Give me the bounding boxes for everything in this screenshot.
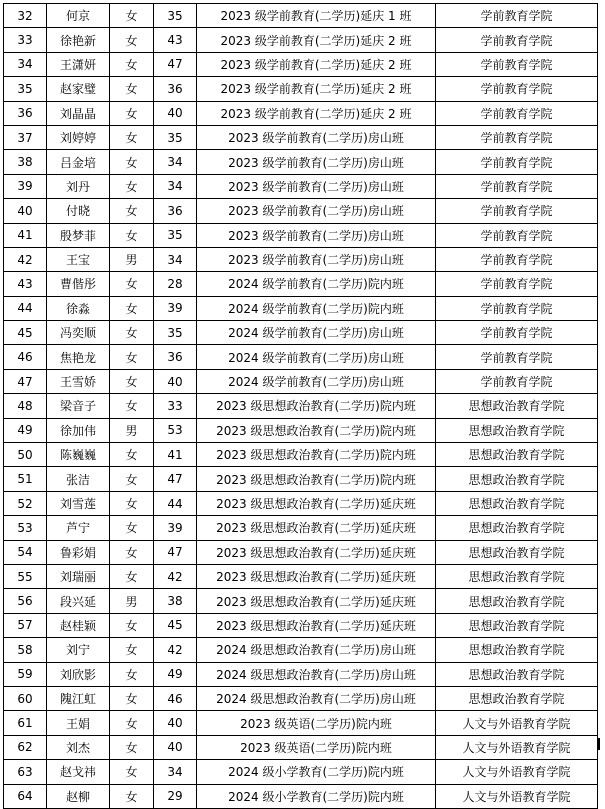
cell-age: 34 <box>154 247 197 271</box>
cell-age: 53 <box>154 418 197 442</box>
cell-number: 53 <box>4 516 47 540</box>
student-roster-table <box>3 3 598 809</box>
cell-name: 付晓 <box>47 199 110 223</box>
table-row <box>4 613 598 637</box>
cell-gender: 女 <box>110 223 154 247</box>
cell-age: 29 <box>154 784 197 808</box>
cell-college: 学前教育学院 <box>436 247 598 271</box>
cell-age: 35 <box>154 4 197 28</box>
cell-class: 2024 级学前教育(二学历)房山班 <box>197 345 436 369</box>
cell-number: 62 <box>4 735 47 759</box>
table-row <box>4 77 598 101</box>
cell-college: 思想政治教育学院 <box>436 638 598 662</box>
cell-gender: 女 <box>110 345 154 369</box>
table-row <box>4 369 598 393</box>
cell-college: 思想政治教育学院 <box>436 516 598 540</box>
cell-age: 38 <box>154 589 197 613</box>
cell-gender: 女 <box>110 150 154 174</box>
cell-age: 40 <box>154 735 197 759</box>
cell-name: 梁音子 <box>47 394 110 418</box>
cell-number: 35 <box>4 77 47 101</box>
roster-body <box>4 4 598 809</box>
cell-class: 2023 级思想政治教育(二学历)延庆班 <box>197 540 436 564</box>
cell-age: 43 <box>154 28 197 52</box>
table-row <box>4 784 598 808</box>
cell-number: 50 <box>4 443 47 467</box>
table-row <box>4 296 598 320</box>
cell-class: 2023 级学前教育(二学历)延庆 1 班 <box>197 4 436 28</box>
cell-name: 赵家璧 <box>47 77 110 101</box>
cell-number: 48 <box>4 394 47 418</box>
cell-age: 39 <box>154 296 197 320</box>
cell-gender: 女 <box>110 638 154 662</box>
table-row <box>4 467 598 491</box>
cell-name: 何京 <box>47 4 110 28</box>
cell-number: 55 <box>4 564 47 588</box>
cell-college: 思想政治教育学院 <box>436 418 598 442</box>
cell-gender: 女 <box>110 52 154 76</box>
cell-name: 徐加伟 <box>47 418 110 442</box>
cell-age: 40 <box>154 101 197 125</box>
cell-number: 56 <box>4 589 47 613</box>
cell-college: 人文与外语教育学院 <box>436 711 598 735</box>
cell-name: 隗江虹 <box>47 686 110 710</box>
cell-name: 王潇妍 <box>47 52 110 76</box>
cell-number: 61 <box>4 711 47 735</box>
cell-number: 45 <box>4 321 47 345</box>
cell-number: 60 <box>4 686 47 710</box>
cell-gender: 男 <box>110 247 154 271</box>
cell-age: 36 <box>154 345 197 369</box>
table-row <box>4 28 598 52</box>
cell-name: 殷梦菲 <box>47 223 110 247</box>
cell-age: 35 <box>154 223 197 247</box>
cell-gender: 女 <box>110 467 154 491</box>
cell-class: 2023 级学前教育(二学历)房山班 <box>197 150 436 174</box>
table-row <box>4 52 598 76</box>
cell-class: 2024 级学前教育(二学历)房山班 <box>197 369 436 393</box>
cell-name: 王娟 <box>47 711 110 735</box>
cell-gender: 男 <box>110 418 154 442</box>
cell-age: 49 <box>154 662 197 686</box>
cell-name: 吕金培 <box>47 150 110 174</box>
table-row <box>4 174 598 198</box>
cell-age: 46 <box>154 686 197 710</box>
table-row <box>4 247 598 271</box>
cell-age: 47 <box>154 467 197 491</box>
cell-college: 人文与外语教育学院 <box>436 760 598 784</box>
cell-name: 芦宁 <box>47 516 110 540</box>
table-row <box>4 150 598 174</box>
cell-college: 学前教育学院 <box>436 345 598 369</box>
cell-class: 2023 级学前教育(二学历)房山班 <box>197 199 436 223</box>
cell-class: 2023 级学前教育(二学历)房山班 <box>197 223 436 247</box>
cell-class: 2023 级思想政治教育(二学历)延庆班 <box>197 613 436 637</box>
table-row <box>4 345 598 369</box>
cell-gender: 女 <box>110 199 154 223</box>
cell-age: 39 <box>154 516 197 540</box>
cell-age: 34 <box>154 174 197 198</box>
cell-name: 赵桂颖 <box>47 613 110 637</box>
cell-college: 思想政治教育学院 <box>436 662 598 686</box>
cell-age: 41 <box>154 443 197 467</box>
cell-age: 35 <box>154 321 197 345</box>
cell-age: 44 <box>154 491 197 515</box>
cell-number: 34 <box>4 52 47 76</box>
cell-name: 刘婷婷 <box>47 125 110 149</box>
cell-gender: 女 <box>110 540 154 564</box>
cell-name: 鲁彩娟 <box>47 540 110 564</box>
cell-college: 思想政治教育学院 <box>436 589 598 613</box>
cell-number: 38 <box>4 150 47 174</box>
cell-gender: 女 <box>110 272 154 296</box>
table-row <box>4 223 598 247</box>
cell-gender: 女 <box>110 101 154 125</box>
cell-class: 2023 级思想政治教育(二学历)延庆班 <box>197 491 436 515</box>
cell-number: 57 <box>4 613 47 637</box>
cell-class: 2024 级学前教育(二学历)房山班 <box>197 321 436 345</box>
cell-college: 学前教育学院 <box>436 199 598 223</box>
cell-number: 58 <box>4 638 47 662</box>
cell-class: 2023 级学前教育(二学历)房山班 <box>197 174 436 198</box>
table-row <box>4 272 598 296</box>
cell-college: 学前教育学院 <box>436 369 598 393</box>
cell-class: 2023 级学前教育(二学历)房山班 <box>197 125 436 149</box>
cell-age: 47 <box>154 52 197 76</box>
cell-gender: 女 <box>110 711 154 735</box>
cell-name: 刘杰 <box>47 735 110 759</box>
cell-gender: 女 <box>110 516 154 540</box>
cell-gender: 男 <box>110 589 154 613</box>
cell-class: 2023 级思想政治教育(二学历)院内班 <box>197 394 436 418</box>
cell-college: 思想政治教育学院 <box>436 686 598 710</box>
cell-class: 2024 级思想政治教育(二学历)房山班 <box>197 638 436 662</box>
cell-age: 36 <box>154 199 197 223</box>
cell-class: 2023 级英语(二学历)院内班 <box>197 711 436 735</box>
cell-gender: 女 <box>110 443 154 467</box>
cell-number: 59 <box>4 662 47 686</box>
cell-number: 39 <box>4 174 47 198</box>
cell-gender: 女 <box>110 321 154 345</box>
cell-college: 学前教育学院 <box>436 125 598 149</box>
cell-age: 34 <box>154 150 197 174</box>
cell-college: 思想政治教育学院 <box>436 491 598 515</box>
cell-number: 44 <box>4 296 47 320</box>
cell-college: 人文与外语教育学院 <box>436 735 598 759</box>
table-row <box>4 662 598 686</box>
cell-gender: 女 <box>110 28 154 52</box>
cell-name: 刘宁 <box>47 638 110 662</box>
cell-age: 33 <box>154 394 197 418</box>
cell-class: 2023 级学前教育(二学历)延庆 2 班 <box>197 52 436 76</box>
cell-name: 王宝 <box>47 247 110 271</box>
cell-class: 2024 级思想政治教育(二学历)房山班 <box>197 662 436 686</box>
cell-class: 2023 级思想政治教育(二学历)院内班 <box>197 418 436 442</box>
cell-college: 学前教育学院 <box>436 321 598 345</box>
cell-number: 49 <box>4 418 47 442</box>
cell-name: 陈巍巍 <box>47 443 110 467</box>
cell-gender: 女 <box>110 491 154 515</box>
cell-college: 学前教育学院 <box>436 150 598 174</box>
cell-number: 64 <box>4 784 47 808</box>
cell-name: 徐艳新 <box>47 28 110 52</box>
table-row <box>4 760 598 784</box>
cell-class: 2024 级学前教育(二学历)院内班 <box>197 296 436 320</box>
cell-gender: 女 <box>110 4 154 28</box>
cell-college: 思想政治教育学院 <box>436 540 598 564</box>
cell-class: 2023 级学前教育(二学历)延庆 2 班 <box>197 28 436 52</box>
table-row <box>4 321 598 345</box>
cell-age: 28 <box>154 272 197 296</box>
cell-college: 学前教育学院 <box>436 77 598 101</box>
cell-class: 2023 级思想政治教育(二学历)延庆班 <box>197 589 436 613</box>
table-row <box>4 199 598 223</box>
cell-class: 2023 级学前教育(二学历)延庆 2 班 <box>197 101 436 125</box>
cell-class: 2023 级思想政治教育(二学历)延庆班 <box>197 516 436 540</box>
cell-class: 2024 级思想政治教育(二学历)房山班 <box>197 686 436 710</box>
cell-gender: 女 <box>110 174 154 198</box>
table-row <box>4 686 598 710</box>
table-row <box>4 564 598 588</box>
table-row <box>4 540 598 564</box>
cell-age: 47 <box>154 540 197 564</box>
cell-class: 2023 级学前教育(二学历)房山班 <box>197 247 436 271</box>
cell-name: 赵柳 <box>47 784 110 808</box>
cell-number: 37 <box>4 125 47 149</box>
cell-gender: 女 <box>110 784 154 808</box>
cell-college: 思想政治教育学院 <box>436 564 598 588</box>
cell-college: 学前教育学院 <box>436 28 598 52</box>
cell-age: 36 <box>154 77 197 101</box>
cell-name: 赵戈祎 <box>47 760 110 784</box>
cell-number: 33 <box>4 28 47 52</box>
table-row <box>4 101 598 125</box>
cell-class: 2024 级小学教育(二学历)院内班 <box>197 784 436 808</box>
cell-gender: 女 <box>110 686 154 710</box>
cell-class: 2024 级小学教育(二学历)院内班 <box>197 760 436 784</box>
cell-gender: 女 <box>110 760 154 784</box>
cell-gender: 女 <box>110 77 154 101</box>
cell-class: 2023 级思想政治教育(二学历)延庆班 <box>197 564 436 588</box>
cell-age: 42 <box>154 638 197 662</box>
cell-age: 35 <box>154 125 197 149</box>
cell-college: 思想政治教育学院 <box>436 443 598 467</box>
table-row <box>4 4 598 28</box>
cell-name: 刘晶晶 <box>47 101 110 125</box>
cell-name: 刘欣影 <box>47 662 110 686</box>
cell-class: 2023 级思想政治教育(二学历)院内班 <box>197 443 436 467</box>
cell-gender: 女 <box>110 296 154 320</box>
cell-class: 2023 级学前教育(二学历)延庆 2 班 <box>197 77 436 101</box>
cell-class: 2023 级思想政治教育(二学历)院内班 <box>197 467 436 491</box>
cell-college: 学前教育学院 <box>436 4 598 28</box>
cell-number: 36 <box>4 101 47 125</box>
table-row <box>4 638 598 662</box>
cell-age: 45 <box>154 613 197 637</box>
table-row <box>4 125 598 149</box>
cell-name: 徐淼 <box>47 296 110 320</box>
table-row <box>4 589 598 613</box>
cell-number: 52 <box>4 491 47 515</box>
cell-number: 32 <box>4 4 47 28</box>
table-row <box>4 491 598 515</box>
cell-age: 40 <box>154 711 197 735</box>
cell-number: 46 <box>4 345 47 369</box>
cell-number: 54 <box>4 540 47 564</box>
cell-age: 34 <box>154 760 197 784</box>
cell-class: 2023 级英语(二学历)院内班 <box>197 735 436 759</box>
cell-number: 63 <box>4 760 47 784</box>
table-row <box>4 735 598 759</box>
cell-name: 张洁 <box>47 467 110 491</box>
cell-number: 47 <box>4 369 47 393</box>
cell-name: 刘丹 <box>47 174 110 198</box>
table-row <box>4 443 598 467</box>
cell-number: 41 <box>4 223 47 247</box>
cell-class: 2024 级学前教育(二学历)院内班 <box>197 272 436 296</box>
cell-college: 思想政治教育学院 <box>436 613 598 637</box>
cell-gender: 女 <box>110 735 154 759</box>
cell-college: 学前教育学院 <box>436 272 598 296</box>
cell-number: 43 <box>4 272 47 296</box>
cell-college: 学前教育学院 <box>436 296 598 320</box>
cell-name: 冯奕顺 <box>47 321 110 345</box>
cell-gender: 女 <box>110 125 154 149</box>
cell-gender: 女 <box>110 369 154 393</box>
cell-gender: 女 <box>110 662 154 686</box>
cell-college: 学前教育学院 <box>436 174 598 198</box>
cell-college: 学前教育学院 <box>436 223 598 247</box>
cell-college: 人文与外语教育学院 <box>436 784 598 808</box>
table-row <box>4 394 598 418</box>
cell-name: 段兴延 <box>47 589 110 613</box>
cell-name: 王雪娇 <box>47 369 110 393</box>
cell-number: 40 <box>4 199 47 223</box>
cell-college: 思想政治教育学院 <box>436 394 598 418</box>
edge-mark <box>598 738 600 750</box>
cell-age: 40 <box>154 369 197 393</box>
cell-name: 刘雪莲 <box>47 491 110 515</box>
cell-number: 42 <box>4 247 47 271</box>
cell-age: 42 <box>154 564 197 588</box>
cell-name: 刘瑞丽 <box>47 564 110 588</box>
cell-college: 学前教育学院 <box>436 101 598 125</box>
cell-name: 焦艳龙 <box>47 345 110 369</box>
cell-gender: 女 <box>110 613 154 637</box>
cell-college: 学前教育学院 <box>436 52 598 76</box>
cell-college: 思想政治教育学院 <box>436 467 598 491</box>
cell-gender: 女 <box>110 394 154 418</box>
cell-name: 曹偕彤 <box>47 272 110 296</box>
table-row <box>4 711 598 735</box>
table-row <box>4 516 598 540</box>
cell-number: 51 <box>4 467 47 491</box>
table-row <box>4 418 598 442</box>
cell-gender: 女 <box>110 564 154 588</box>
